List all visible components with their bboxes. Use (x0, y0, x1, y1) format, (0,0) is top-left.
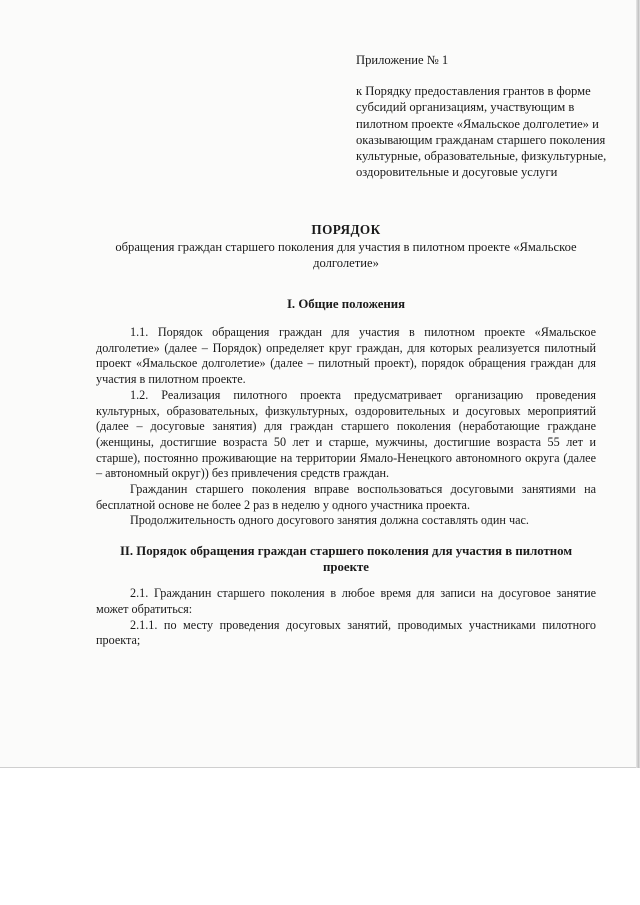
document-body (96, 296, 596, 649)
paragraph-2-1: 2.1. Гражданин старшего поколения в любое время для записи на досуговое занятие может обратиться: (96, 586, 596, 616)
paragraph-1-3: Гражданин старшего поколения вправе воспользоваться досуговыми занятиями на бесплатной основе не более 2 раз в неделю у одного участника проекта. (96, 482, 596, 512)
section-1-heading: I. Общие положения (286, 297, 406, 311)
document-title: ПОРЯДОК (311, 222, 381, 237)
document-title-block (96, 222, 596, 271)
appendix-text: к Порядку предоставления грантов в форме субсидий организациям, участвующим в пилотном проекте «Ямальское долголетие» и оказывающим гражданам старшего поколения культурные, образовательные, физкультурные, оздоровительные и досуговые услуги (356, 84, 607, 180)
paragraph-2-1-1: 2.1.1. по месту проведения досуговых занятий, проводимых участниками пилотного проекта; (96, 617, 596, 648)
section-2-heading: II. Порядок обращения граждан старшего поколения для участия в пилотном проекте (119, 544, 573, 575)
appendix-number: Приложение № 1 (356, 53, 449, 67)
paragraph-1-1: 1.1. Порядок обращения граждан для участия в пилотном проекте «Ямальское долголетие» (далее – Порядок) определяет круг граждан, для которых реализуется пилотный проект «Ямальское долголетие» (далее – пилотный проект), порядок обращения граждан для участия в пилотном проекте. (96, 325, 596, 387)
document-subtitle: обращения граждан старшего поколения для участия в пилотном проекте «Ямальское долголетие» (115, 240, 577, 270)
paragraph-1-4: Продолжительность одного досугового занятия должна составлять один час. (130, 513, 529, 528)
paragraph-1-2: 1.2. Реализация пилотного проекта предусматривает организацию проведения культурных, образовательных, физкультурных, оздоровительных и досуговых мероприятий (далее – досуговые занятия) для граждан старшего поколения (неработающие граждане (женщины, достигшие возраста 50 лет и старше, мужчины, достигшие возраста 55 лет и старше), постоянно проживающие на территории Ямало-Ненецкого автономного округа (далее – автономный округ)) без привлечения средств граждан. (96, 387, 596, 481)
appendix-block (356, 52, 616, 180)
scan-edge-shadow (636, 0, 639, 768)
